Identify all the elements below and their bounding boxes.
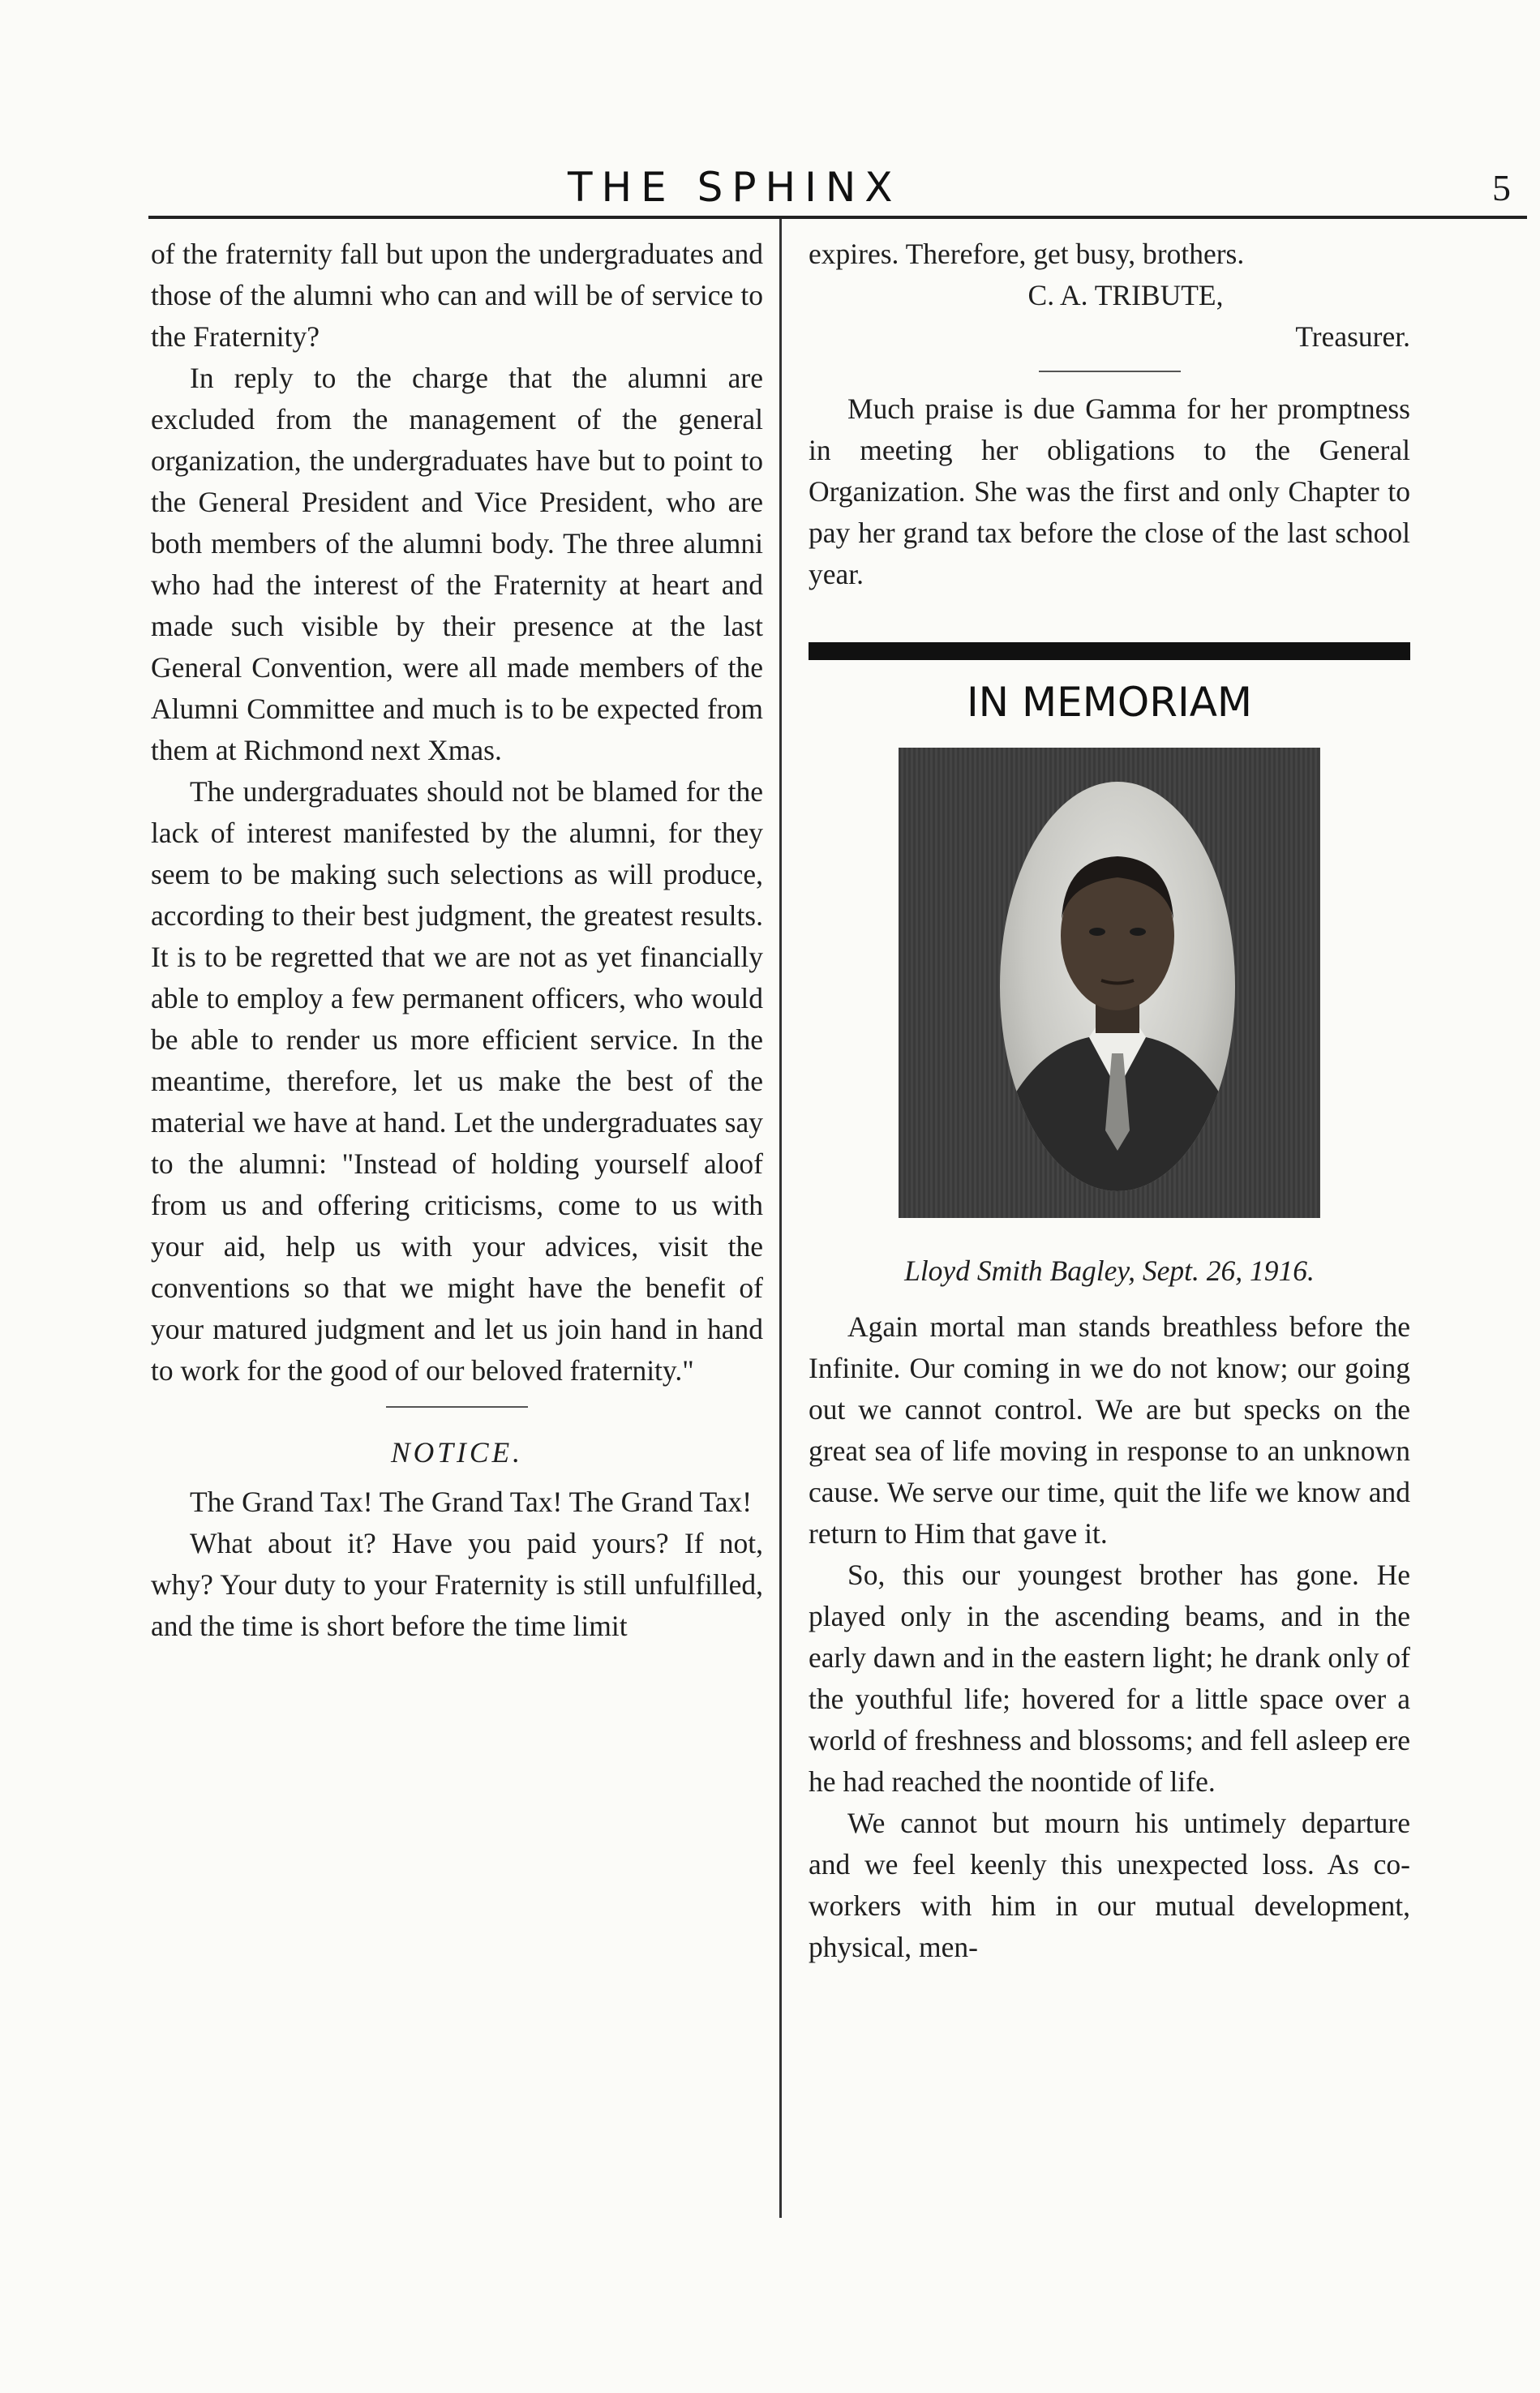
right-paragraph-4: So, this our youngest brother has gone. He played only in the ascending beams, and in the early dawn and in the eastern light; he drank only of the youthful life; hovered for a little space over a world of freshness and blossoms; and fell asleep ere he had reached the noontide of life. xyxy=(809,1559,1410,1798)
notice-paragraph-2: What about it? Have you paid yours? If not, why? Your duty to your Fraternity is still unfulfilled, and the time is short before the time limit xyxy=(151,1527,763,1642)
signature-title: Treasurer. xyxy=(1295,320,1410,353)
portrait-oval xyxy=(1000,782,1235,1191)
section-divider xyxy=(1039,371,1181,372)
right-column xyxy=(809,234,1410,1968)
section-divider xyxy=(386,1406,528,1408)
right-paragraph-5: We cannot but mourn his untimely departure and we feel keenly this unexpected loss. As co-workers with him in our mutual development, physical, men- xyxy=(809,1807,1410,1963)
left-column xyxy=(151,234,763,1647)
right-paragraph-2: Much praise is due Gamma for her promptness in meeting her obligations to the General Organization. She was the first and only Chapter to pay her grand tax before the close of the last school year. xyxy=(809,392,1410,590)
page-number: 5 xyxy=(1492,167,1511,208)
header-rule xyxy=(148,216,1527,219)
right-paragraph-3: Again mortal man stands breathless before the Infinite. Our coming in we do not know; our going out we cannot control. We are but specks on the great sea of life moving in response to an unknown cause. We serve our time, quit the life we know and return to Him that gave it. xyxy=(809,1310,1410,1550)
portrait-caption: Lloyd Smith Bagley, Sept. 26, 1916. xyxy=(904,1254,1315,1287)
portrait-eye-left xyxy=(1089,928,1105,936)
memoriam-title: IN MEMORIAM xyxy=(966,679,1253,726)
page-header-title: THE SPHINX xyxy=(568,164,902,211)
column-divider xyxy=(779,219,782,2218)
left-paragraph-3: The undergraduates should not be blamed for the lack of interest manifested by the alumni, for they seem to be making such selections as will produce, according to their best judgment, the greatest results. It is to be regretted that we are not as yet financially able to employ a few permanent officers, who would be able to render us more efficient service. In the meantime, therefore, let us make the best of the material we have at hand. Let the undergraduates say to the alumni: "Instead of holding yourself aloof from us and offering criticisms, come to us with your aid, help us with your advices, visit the conventions so that we might have the benefit of your matured judgment and let us join hand in hand to work for the good of our beloved fraternity." xyxy=(151,775,763,1387)
memoriam-bar xyxy=(809,642,1410,660)
portrait-figure xyxy=(1000,782,1235,1191)
right-paragraph-1: expires. Therefore, get busy, brothers. xyxy=(809,238,1245,270)
notice-title: NOTICE. xyxy=(390,1436,524,1469)
signature-name: C. A. TRIBUTE, xyxy=(1027,279,1224,311)
portrait-photo xyxy=(899,748,1320,1218)
portrait-eye-right xyxy=(1130,928,1146,936)
left-paragraph-1: of the fraternity fall but upon the undergraduates and those of the alumni who can and will be of service to the Fraternity? xyxy=(151,238,763,353)
left-paragraph-2: In reply to the charge that the alumni are excluded from the management of the general organization, the undergraduates have but to point to the General President and Vice President, who are both members of the alumni body. The three alumni who had the interest of the Fraternity at heart and made such visible by their presence at the last General Convention, were all made members of the Alumni Committee and much is to be expected from them at Richmond next Xmas. xyxy=(151,362,763,766)
notice-paragraph-1: The Grand Tax! The Grand Tax! The Grand Tax! xyxy=(190,1486,753,1518)
